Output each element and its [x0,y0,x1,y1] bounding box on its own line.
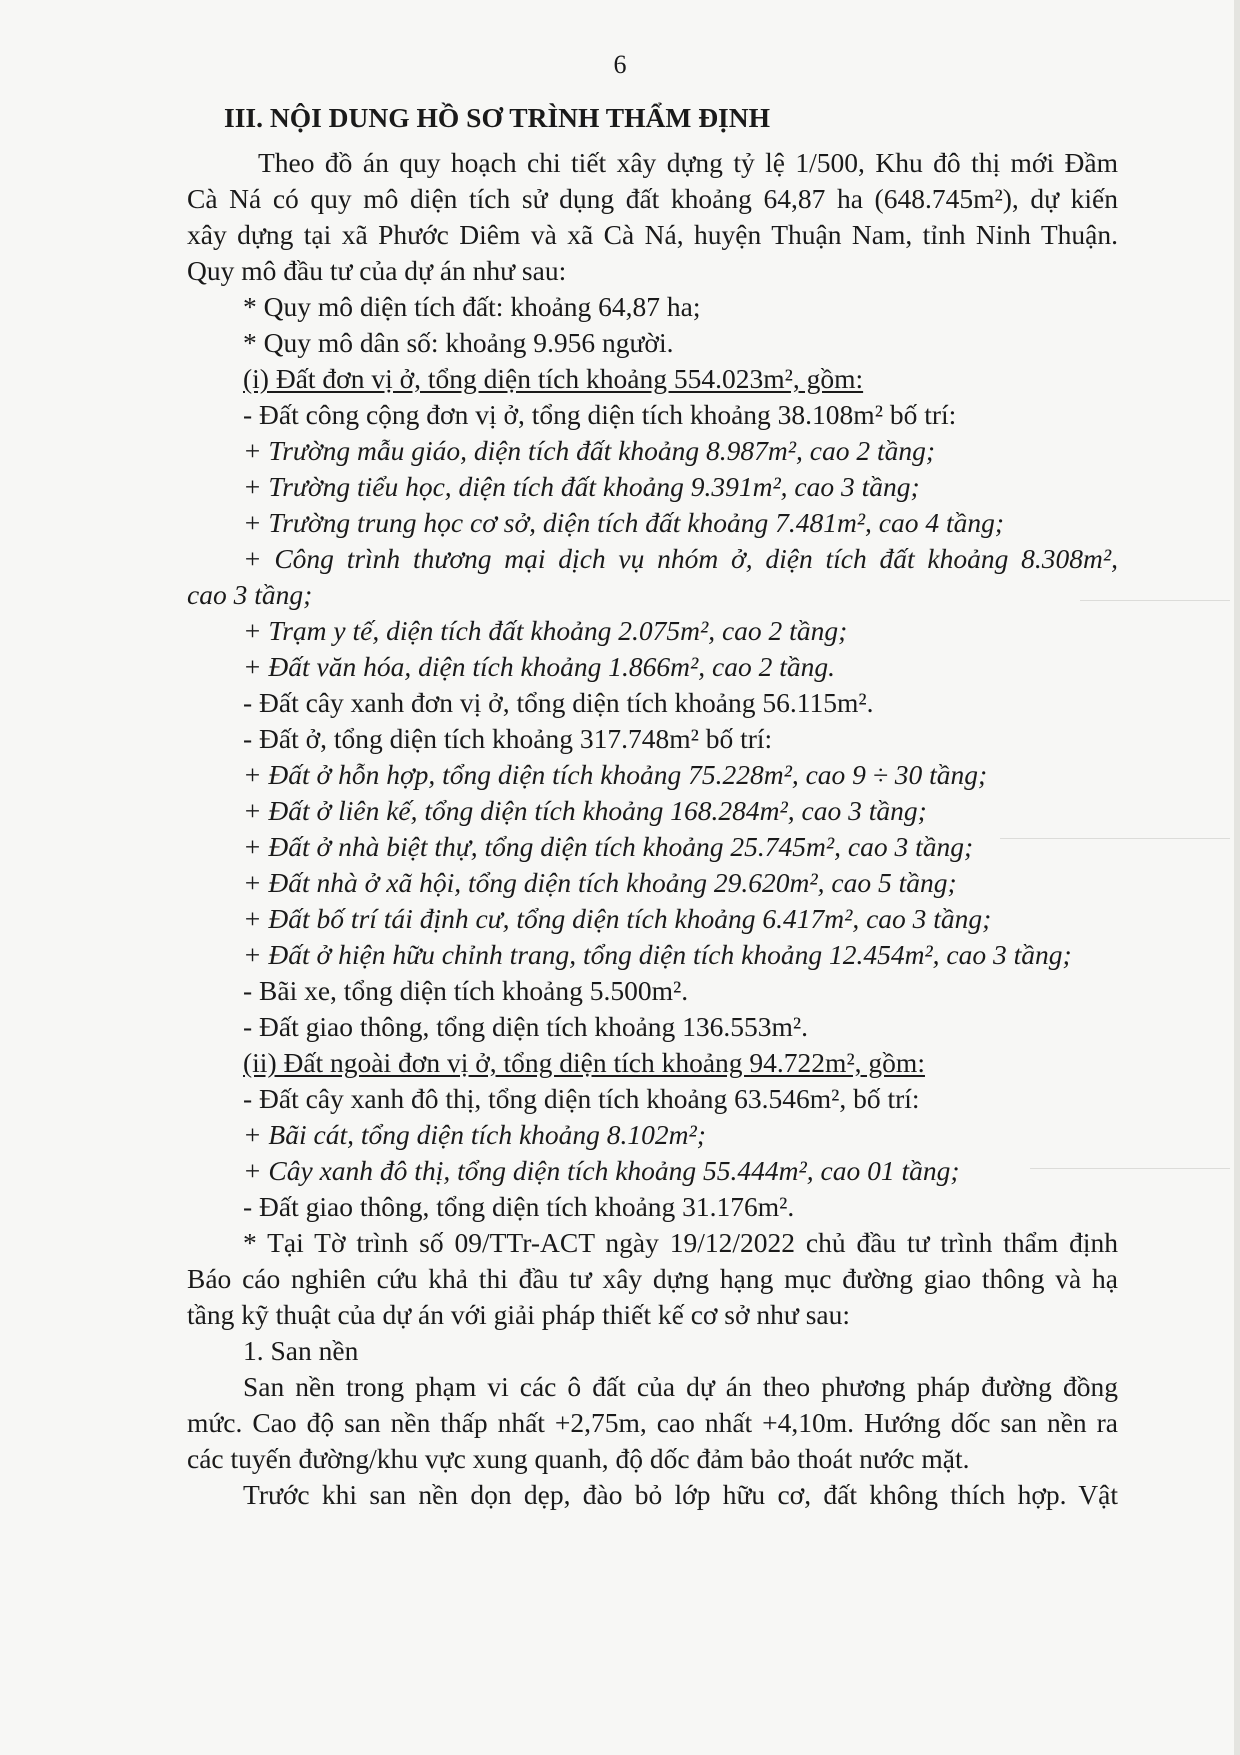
scan-artifact-line [1000,838,1230,839]
traffic-item: - Đất giao thông, tổng diện tích khoảng 136.553m². [243,1011,809,1042]
outside-unit-title: (ii) Đất ngoài đơn vị ở, tổng diện tích khoảng 94.722m², gồm: [243,1047,925,1078]
leveling-line: Trước khi san nền dọn dẹp, đào bỏ lớp hữu cơ, đất không thích hợp. Vật [243,1479,1118,1510]
submission-line: Báo cáo nghiên cứu khả thi đầu tư xây dựng hạng mục đường giao thông và hạ [187,1263,1118,1294]
leveling-line: các tuyến đường/khu vực xung quanh, độ dốc đảm bảo thoát nước mặt. [187,1443,970,1474]
primary-school-item: + Trường tiểu học, diện tích đất khoảng 9.391m², cao 3 tầng; [243,471,920,502]
villa-item: + Đất ở nhà biệt thự, tổng diện tích khoảng 25.745m², cao 3 tầng; [243,831,974,862]
submission-line: tầng kỹ thuật của dự án với giải pháp thiết kế cơ sở như sau: [187,1299,851,1330]
leveling-line: San nền trong phạm vi các ô đất của dự án theo phương pháp đường đồng [243,1371,1118,1402]
leveling-line: mức. Cao độ san nền thấp nhất +2,75m, cao nhất +4,10m. Hướng dốc san nền ra [187,1407,1118,1438]
existing-housing-item: + Đất ở hiện hữu chỉnh trang, tổng diện tích khoảng 12.454m², cao 3 tầng; [243,939,1072,970]
outside-traffic-item: - Đất giao thông, tổng diện tích khoảng 31.176m². [243,1191,795,1222]
resettlement-item: + Đất bố trí tái định cư, tổng diện tích khoảng 6.417m², cao 3 tầng; [243,903,992,934]
scale-land: * Quy mô diện tích đất: khoảng 64,87 ha; [243,291,701,322]
leveling-title: 1. San nền [243,1335,359,1366]
culture-item: + Đất văn hóa, diện tích khoảng 1.866m², cao 2 tầng. [243,651,836,682]
urban-trees-item: + Cây xanh đô thị, tổng diện tích khoảng 55.444m², cao 01 tầng; [243,1155,960,1186]
page-edge-shadow [1234,0,1240,1755]
secondary-school-item: + Trường trung học cơ sở, diện tích đất khoảng 7.481m², cao 4 tầng; [243,507,1005,538]
urban-green-item: - Đất cây xanh đô thị, tổng diện tích khoảng 63.546m², bố trí: [243,1083,920,1114]
social-housing-item: + Đất nhà ở xã hội, tổng diện tích khoảng 29.620m², cao 5 tầng; [243,867,957,898]
submission-line: * Tại Tờ trình số 09/TTr-ACT ngày 19/12/2022 chủ đầu tư trình thẩm định [243,1227,1118,1258]
intro-line: Theo đồ án quy hoạch chi tiết xây dựng tỷ lệ 1/500, Khu đô thị mới Đầm [258,147,1118,178]
scale-population: * Quy mô dân số: khoảng 9.956 người. [243,327,674,358]
scan-artifact-line [1030,1168,1230,1169]
commercial-item: + Công trình thương mại dịch vụ nhóm ở, diện tích đất khoảng 8.308m², [243,543,1118,574]
townhouse-item: + Đất ở liên kế, tổng diện tích khoảng 168.284m², cao 3 tầng; [243,795,927,826]
intro-line: xây dựng tại xã Phước Diêm và xã Cà Ná, huyện Thuận Nam, tỉnh Ninh Thuận. [187,219,1118,250]
health-station-item: + Trạm y tế, diện tích đất khoảng 2.075m², cao 2 tầng; [243,615,848,646]
scan-artifact-line [1080,600,1230,601]
commercial-item-cont: cao 3 tầng; [187,579,313,610]
intro-line: Quy mô đầu tư của dự án như sau: [187,255,567,286]
section-heading: III. NỘI DUNG HỒ SƠ TRÌNH THẨM ĐỊNH [224,102,771,133]
residential-unit-title: (i) Đất đơn vị ở, tổng diện tích khoảng 554.023m², gồm: [243,363,864,394]
kindergarten-item: + Trường mẫu giáo, diện tích đất khoảng 8.987m², cao 2 tầng; [243,435,935,466]
intro-line: Cà Ná có quy mô diện tích sử dụng đất khoảng 64,87 ha (648.745m²), dự kiến [187,183,1118,214]
sand-item: + Bãi cát, tổng diện tích khoảng 8.102m²; [243,1119,706,1150]
mixed-housing-item: + Đất ở hỗn hợp, tổng diện tích khoảng 75.228m², cao 9 ÷ 30 tầng; [243,759,988,790]
housing-item: - Đất ở, tổng diện tích khoảng 317.748m² bố trí: [243,723,773,754]
page-number: 6 [613,50,627,79]
parking-item: - Bãi xe, tổng diện tích khoảng 5.500m². [243,975,689,1006]
public-land-item: - Đất công cộng đơn vị ở, tổng diện tích khoảng 38.108m² bố trí: [243,399,957,430]
greenery-item: - Đất cây xanh đơn vị ở, tổng diện tích khoảng 56.115m². [243,687,874,718]
